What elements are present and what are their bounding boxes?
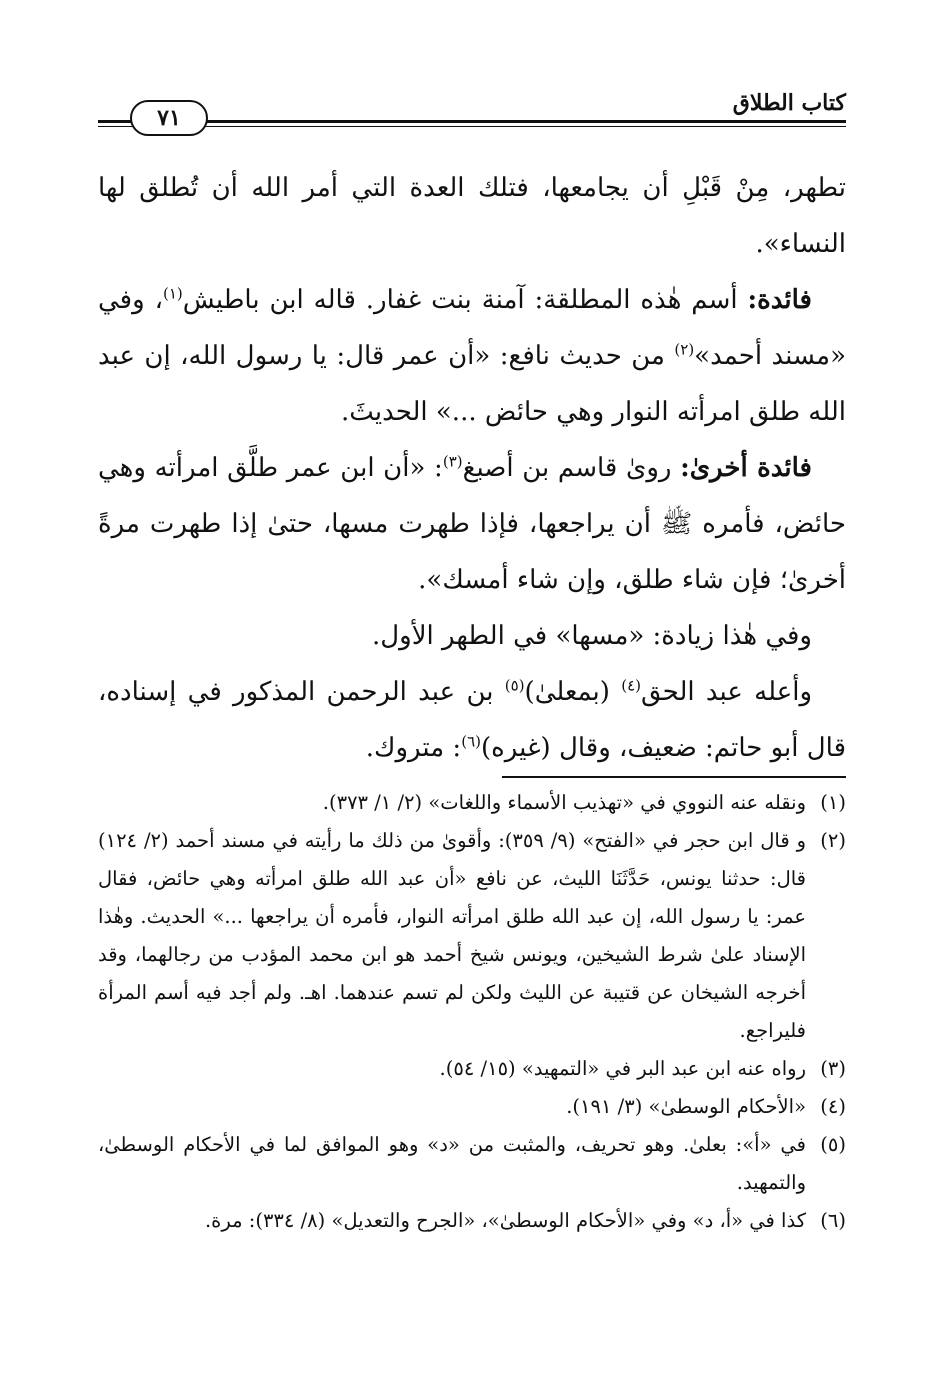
footnote-number: (١) xyxy=(820,791,846,814)
paragraph-3 xyxy=(98,440,846,608)
footnote-ref-5[interactable]: (٥) xyxy=(504,676,525,695)
paragraph-2-text-2: ، وفي «مسند أحمد» xyxy=(98,285,846,371)
paragraph-2-text-3: من حديث نافع: «أن عمر قال: يا رسول الله، إن عبد الله طلق امرأته النوار وهي حائض ...» الحديثَ. xyxy=(98,341,846,427)
paragraph-5 xyxy=(98,664,846,776)
paragraph-2-lead: فائدة: xyxy=(747,285,812,315)
header-rule-thin xyxy=(98,126,846,127)
footnote-number: (٦) xyxy=(820,1209,846,1232)
footnote-number: (٢) xyxy=(820,829,846,852)
footnote-1 xyxy=(98,784,846,822)
footnote-3 xyxy=(98,1050,846,1088)
main-text xyxy=(98,160,846,776)
book-title: كتاب الطلاق xyxy=(732,90,846,116)
footnote-4 xyxy=(98,1088,846,1126)
paragraph-5-text-3: بن عبد الرحمن المذكور في إسناده، قال أبو حاتم: ضعيف، وقال (غيره) xyxy=(98,677,846,763)
paragraph-1: تطهر، مِنْ قَبْلِ أن يجامعها، فتلك العدة التي أمر الله أن تُطلق لها النساء». xyxy=(98,173,846,259)
paragraph-4: وفي هٰذا زيادة: «مسها» في الطهر الأول. xyxy=(371,621,812,651)
paragraph-5-text-2: (بمعلىٰ) xyxy=(524,677,622,707)
footnote-text: كذا في «أ، د» وفي «الأحكام الوسطىٰ»، «الجرح والتعديل» (٨/ ٣٣٤): مرة. xyxy=(204,1209,806,1232)
paragraph-5-text-1: وأعله عبد الحق xyxy=(640,677,813,707)
footnote-ref-3[interactable]: (٣) xyxy=(442,452,463,471)
footnote-text: في «أ»: بعلىٰ. وهو تحريف، والمثبت من «د» وهو الموافق لما في الأحكام الوسطىٰ، والتمهيد. xyxy=(98,1133,806,1194)
footnote-2 xyxy=(98,822,846,1050)
footnote-5 xyxy=(98,1126,846,1202)
header-rule-thick xyxy=(98,120,846,123)
footnote-text: و قال ابن حجر في «الفتح» (٩/ ٣٥٩): وأقوىٰ من ذلك ما رأيته في مسند أحمد (٢/ ١٢٤) قال: حدثنا يونس، حَدَّثَنَا الليث، عن نافع «أن عبد الله طلق امرأته وهي حائض، فقال عمر: يا رسول الله، إن عبد الله طلق امرأته النوار، فأمره أن يراجعها ...» الحديث. وهٰذا الإسناد علىٰ شرط الشيخين، ويونس شيخ أحمد هو ابن محمد المؤدب من رجالهما، وقد أخرجه الشيخان عن قتيبة عن الليث ولكن لم تسم عندهما. اهـ. ولم أجد فيه أسم المرأة فليراجع. xyxy=(98,829,806,1042)
footnote-text: ونقله عنه النووي في «تهذيب الأسماء واللغات» (٢/ ١/ ٣٧٣). xyxy=(322,791,806,814)
footnote-text: رواه عنه ابن عبد البر في «التمهيد» (١٥/ ٥٤). xyxy=(439,1057,806,1080)
footnote-ref-2[interactable]: (٢) xyxy=(674,340,695,359)
footnote-ref-4[interactable]: (٤) xyxy=(621,676,641,695)
footnote-ref-1[interactable]: (١) xyxy=(162,284,183,303)
footnote-6 xyxy=(98,1202,846,1240)
paragraph-2-text-1: أسم هٰذه المطلقة: آمنة بنت غفار. قاله ابن باطيش xyxy=(182,285,748,315)
footnote-number: (٣) xyxy=(820,1057,846,1080)
footnote-text: «الأحكام الوسطىٰ» (٣/ ١٩١). xyxy=(566,1095,806,1118)
paragraph-3-text-1: روىٰ قاسم بن أصبغ xyxy=(462,453,681,483)
footnote-separator xyxy=(502,776,846,778)
paragraph-2 xyxy=(98,272,846,440)
paragraph-5-text-4: : متروك. xyxy=(365,733,462,763)
footnote-ref-6[interactable]: (٦) xyxy=(461,732,481,751)
page-number: ٧١ xyxy=(130,100,208,136)
footnotes xyxy=(98,784,846,1240)
footnote-number: (٤) xyxy=(820,1095,846,1118)
paragraph-3-text-2: : «أن ابن عمر طلَّق امرأته وهي حائض، فأمره ﷺ أن يراجعها، فإذا طهرت مسها، حتىٰ إذا طهرت مرةً أخرىٰ؛ فإن شاء طلق، وإن شاء أمسك». xyxy=(98,453,846,595)
footnote-number: (٥) xyxy=(820,1133,846,1156)
paragraph-3-lead: فائدة أخرىٰ: xyxy=(680,453,812,483)
page-header xyxy=(98,88,846,138)
